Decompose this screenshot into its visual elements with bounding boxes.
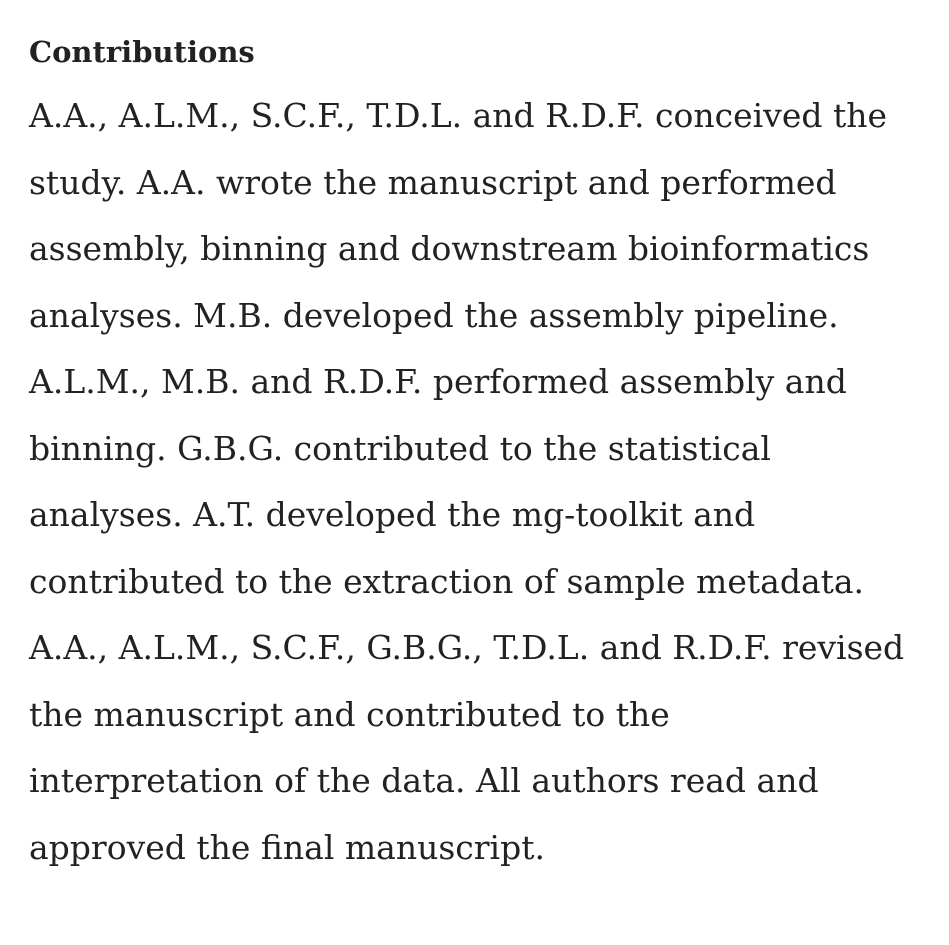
- paragraph-line: interpretation of the data. All authors read and: [29, 761, 819, 800]
- paragraph-line: study. A.A. wrote the manuscript and performed: [29, 162, 837, 202]
- contributions-paragraph: [29, 83, 944, 881]
- paragraph-line: approved the final manuscript.: [29, 827, 545, 867]
- contributions-section: [29, 28, 944, 881]
- paragraph-line: analyses. A.T. developed the mg-toolkit and: [29, 495, 756, 534]
- paragraph-line: the manuscript and contributed to the: [29, 694, 670, 734]
- paragraph-line: binning. G.B.G. contributed to the statistical: [29, 428, 771, 468]
- paragraph-line: assembly, binning and downstream bioinformatics: [29, 229, 870, 268]
- paragraph-line: A.A., A.L.M., S.C.F., T.D.L. and R.D.F. conceived the: [29, 96, 888, 135]
- paragraph-line: contributed to the extraction of sample metadata.: [29, 561, 865, 601]
- paragraph-line: A.A., A.L.M., S.C.F., G.B.G., T.D.L. and R.D.F. revised: [29, 628, 905, 667]
- paragraph-line: analyses. M.B. developed the assembly pipeline.: [29, 295, 839, 335]
- section-heading: Contributions: [29, 35, 255, 69]
- paragraph-line: A.L.M., M.B. and R.D.F. performed assembly and: [29, 362, 847, 401]
